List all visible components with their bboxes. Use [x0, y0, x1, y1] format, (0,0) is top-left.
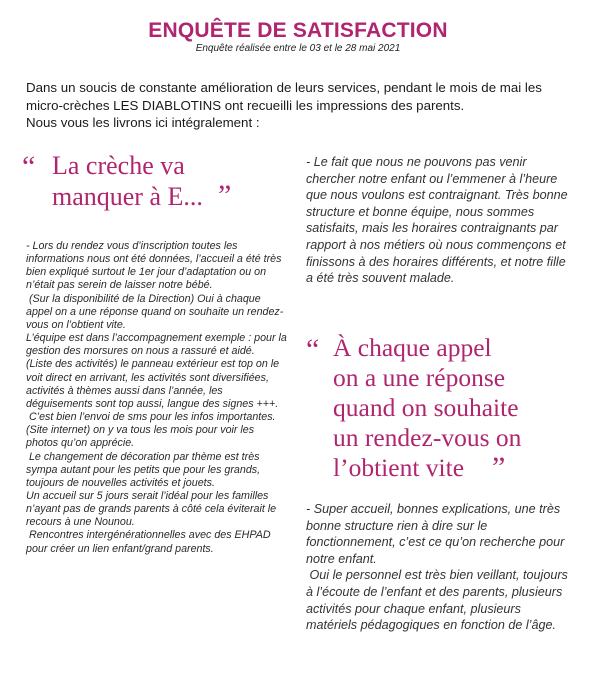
pull-quote-1	[22, 150, 292, 212]
intro-paragraph: Dans un soucis de constante amélioration de leurs services, pendant le mois de mai les micro-crèches LES DIABLOTINS ont recueilli les impressions des parents. Nous vous les livrons ici intégralement :	[26, 80, 542, 130]
close-quote-mark: ”	[492, 451, 506, 484]
right-column-testimonial-2: - Super accueil, bonnes explications, une très bonne structure rien à dire sur le fonctionnement, c’est ce qu’on recherche pour notre enfant. Oui le personnel est très bien veillant, toujours à l’écoute de l’enfant et des parents, plusieurs activités pour chaque enfant, plusieurs matériels pédagogiques en fonction de l’âge.	[306, 502, 568, 633]
right-column-testimonial-1: - Le fait que nous ne pouvons pas venir chercher notre enfant ou l’emmener à l’heure que nous voulons est contraignant. Très bonne structure et bonne équipe, nous sommes satisfaits, mais les horaires contraignants par rapport à nos métiers où nous commençons et finissons à des horaires différents, et notre fille a été très souvent malade.	[306, 155, 572, 286]
pull-quote-2	[306, 333, 586, 483]
page-title: ENQUÊTE DE SATISFACTION	[148, 19, 448, 42]
left-column-testimonials: - Lors du rendez vous d’inscription toutes les informations nous ont été données, l’accueil a été très bien expliqué surtout le 1er jour d’adaptation ou on n’était pas serein de laisser notre bébé. (Sur la disponibilité de la Direction) Oui à chaque appel on a une réponse quand on souhaite un rendez-vous on l’obtient vite. L’équipe est dans l’accompagnement exemple : pour la gestion des morsures on nous a rassuré et aidé. (Liste des activités) le panneau extérieur est top on le voit direct en arrivant, les activités sont diversifiées, activités à thèmes aussi dans l’année, les déguisements sont top aussi, langue des signes +++. C’est bien l’envoi de sms pour les infos importantes. (Site internet) on y va tous les mois pour voir les photos qu’on apprécie. Le changement de décoration par thème est très sympa autant pour les petits que pour les grands, toujours de nouvelles activités et jouets. Un accueil sur 5 jours serait l’idéal pour les familles n’ayant pas de grands parents à côté cela éviterait le recours à une Nounou. Rencontres intergénérationnelles avec des EHPAD pour créer un lien enfant/grand parents.	[26, 240, 287, 555]
survey-dates: Enquête réalisée entre le 03 et le 28 mai 2021	[195, 43, 401, 54]
open-quote-mark: “	[306, 333, 320, 366]
open-quote-mark: “	[22, 150, 36, 183]
pull-quote-1-text: La crèche va manquer à E...	[52, 151, 203, 211]
close-quote-mark: ”	[218, 179, 232, 212]
pull-quote-2-text: À chaque appel on a une réponse quand on souhaite un rendez-vous on l’obtient vite	[333, 333, 522, 482]
